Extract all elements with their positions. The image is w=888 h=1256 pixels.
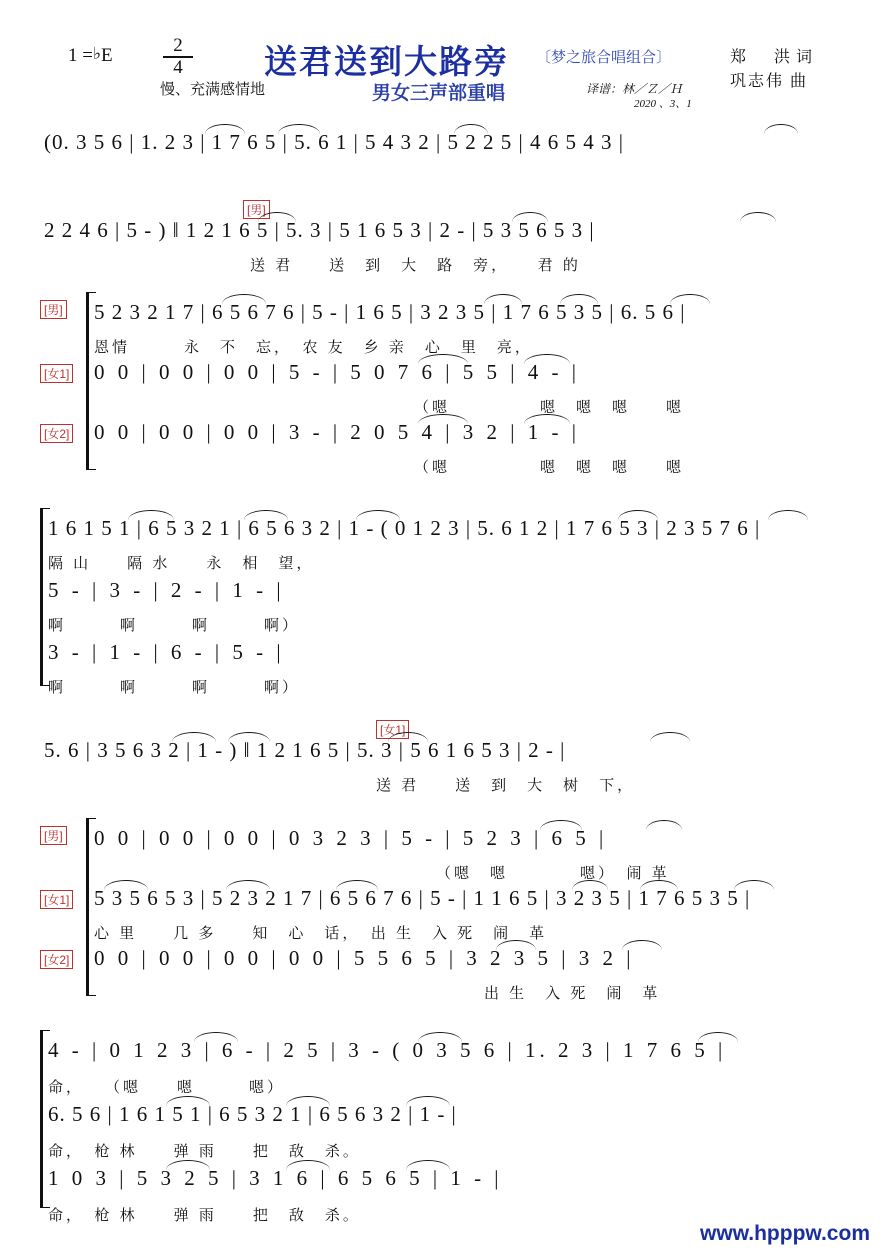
lyrics: 出 生 入 死 闹 革 xyxy=(484,985,661,1002)
meter-numerator: 2 xyxy=(163,36,193,58)
lyrics: 命， 枪 林 弹 雨 把 敌 杀。 xyxy=(48,1207,361,1224)
slur-icon xyxy=(244,510,288,520)
slur-icon xyxy=(646,820,682,830)
slur-icon xyxy=(356,510,400,520)
brace-tick xyxy=(86,818,96,819)
notes: 2 2 4 6 | 5 - ) ‖ 1 2 1 6 5 | 5. 3 | 5 1 6 5 3 | 2 - | 5 3 5 6 5 3 | xyxy=(44,218,595,242)
system-4 xyxy=(0,720,888,800)
slur-icon xyxy=(194,1032,238,1042)
system-brace xyxy=(86,292,89,470)
brace-tick xyxy=(40,508,50,509)
slur-icon xyxy=(228,732,270,742)
slur-icon xyxy=(258,212,296,222)
slur-icon xyxy=(540,820,582,830)
lyrics: 送 君 送 到 大 树 下， xyxy=(376,777,636,794)
slur-icon xyxy=(226,880,270,890)
key-note: E xyxy=(101,45,113,66)
slur-icon xyxy=(764,124,798,134)
composer-credit: 巩志伟 曲 xyxy=(730,73,809,90)
system-brace xyxy=(40,1030,43,1208)
slur-icon xyxy=(560,294,598,304)
slur-icon xyxy=(406,1096,450,1106)
score-header xyxy=(0,0,888,118)
slur-icon xyxy=(740,212,776,222)
lyrics: 隔 山 隔 水 永 相 望， xyxy=(48,555,315,572)
notes: 0 0 | 0 0 | 0 0 | 0 3 2 3 | 5 - | 5 2 3 | 6 5 | xyxy=(94,826,608,850)
slur-icon xyxy=(618,510,658,520)
lyrics: （嗯 嗯 嗯 嗯 嗯 xyxy=(414,459,685,476)
notes: 0 0 | 0 0 | 0 0 | 5 - | 5 0 7 6 | 5 5 | 4 - | xyxy=(94,360,580,384)
notes: 5 - | 3 - | 2 - | 1 - | xyxy=(48,578,285,602)
slur-icon xyxy=(104,880,148,890)
notes: (0. 3 5 6 | 1. 2 3 | 1 7 6 5 | 5. 6 1 | 5 4 3 2 | 5 2 2 5 | 4 6 5 4 3 | xyxy=(44,130,624,154)
lyrics: 心 里 几 多 知 心 话， 出 生 入 死 闹 革 xyxy=(94,925,548,942)
subtitle: 男女三声部重唱 xyxy=(372,83,506,104)
system-2 xyxy=(0,292,888,482)
arranger-credit: 译谱：林／Ｚ／Ｈ xyxy=(586,82,683,96)
lyricist-credit: 郑 洪词 xyxy=(730,49,819,66)
slur-icon xyxy=(286,1160,330,1170)
voice-tag-male: [男] xyxy=(40,826,67,845)
slur-icon xyxy=(698,1032,738,1042)
slur-icon xyxy=(128,510,174,520)
voice-tag-female1: [女1] xyxy=(40,364,73,383)
brace-tick xyxy=(86,995,96,996)
lyrics: 送 君 送 到 大 路 旁， 君 的 xyxy=(250,257,581,274)
lyrics: 恩情 永 不 忘， 农 友 乡 亲 心 里 亮， xyxy=(94,339,533,356)
meter-denominator: 4 xyxy=(173,56,183,78)
slur-icon xyxy=(388,732,428,742)
brace-tick xyxy=(86,292,96,293)
notes: 5 3 5 6 5 3 | 5 2 3 2 1 7 | 6 5 6 7 6 | 5 - | 1 1 6 5 | 3 2 3 5 | 1 7 6 5 3 5 | xyxy=(94,886,751,910)
system-brace xyxy=(40,508,43,686)
voice-tag-female1: [女1] xyxy=(40,890,73,909)
voice-tag-female2: [女2] xyxy=(40,950,73,969)
system-6 xyxy=(0,1030,888,1224)
system-brace xyxy=(86,818,89,996)
date-text: 2020 、3、1 xyxy=(634,98,692,110)
notes: 4 - | 0 1 2 3 | 6 - | 2 5 | 3 - ( 0 3 5 6 | 1. 2 3 | 1 7 6 5 | xyxy=(48,1038,727,1062)
notes: 5. 6 | 3 5 6 3 2 | 1 - ) ‖ 1 2 1 6 5 | 5. 3 | 5 6 1 6 5 3 | 2 - | xyxy=(44,738,566,762)
slur-icon xyxy=(454,124,488,134)
slur-icon xyxy=(172,732,216,742)
notes: 1 0 3 | 5 3 2 5 | 3 1 6 | 6 5 6 5 | 1 - | xyxy=(48,1166,503,1190)
notes: 3 - | 1 - | 6 - | 5 - | xyxy=(48,640,285,664)
performing-group: 〔梦之旅合唱组合〕 xyxy=(536,49,672,66)
brace-tick xyxy=(40,1030,50,1031)
slur-icon xyxy=(286,1096,330,1106)
slur-icon xyxy=(512,212,548,222)
slur-icon xyxy=(166,1160,210,1170)
slur-icon xyxy=(650,732,690,742)
slur-icon xyxy=(622,940,662,950)
slur-icon xyxy=(640,880,678,890)
key-flat: ♭ xyxy=(92,44,101,63)
page-title: 送君送到大路旁 xyxy=(264,43,509,80)
slur-icon xyxy=(166,1096,210,1106)
system-5 xyxy=(0,818,888,1008)
brace-tick xyxy=(86,469,96,470)
voice-tag-male: [男] xyxy=(40,300,67,319)
lyrics: （嗯 嗯 嗯 嗯 嗯 xyxy=(414,399,685,416)
voice-tag-male: [男] xyxy=(243,200,270,219)
slur-icon xyxy=(524,354,570,364)
slur-icon xyxy=(670,294,710,304)
lyrics: 啊 啊 啊 啊） xyxy=(48,617,301,634)
notes: 1 6 1 5 1 | 6 5 3 2 1 | 6 5 6 3 2 | 1 - ( 0 1 2 3 | 5. 6 1 2 | 1 7 6 5 3 | 2 3 5 7 6 | xyxy=(48,516,761,540)
voice-tag-female1: [女1] xyxy=(376,720,409,739)
slur-icon xyxy=(406,1160,450,1170)
notes: 0 0 | 0 0 | 0 0 | 3 - | 2 0 5 4 | 3 2 | 1 - | xyxy=(94,420,580,444)
slur-icon xyxy=(205,124,245,134)
slur-icon xyxy=(418,1032,462,1042)
time-signature xyxy=(163,36,193,78)
slur-icon xyxy=(278,124,320,134)
key-signature xyxy=(68,44,113,67)
system-3 xyxy=(0,508,888,698)
voice-tag-female2: [女2] xyxy=(40,424,73,443)
slur-icon xyxy=(484,294,522,304)
tempo-marking: 慢、充满感情地 xyxy=(160,81,266,98)
notes: 6. 5 6 | 1 6 1 5 1 | 6 5 3 2 1 | 6 5 6 3 2 | 1 - | xyxy=(48,1102,457,1126)
watermark: www.hpppw.com xyxy=(700,1222,870,1245)
notes: 0 0 | 0 0 | 0 0 | 0 0 | 5 5 6 5 | 3 2 3 5 | 3 2 | xyxy=(94,946,635,970)
lyrics: 啊 啊 啊 啊） xyxy=(48,679,301,696)
slur-icon xyxy=(222,294,266,304)
system-1-line-2 xyxy=(0,203,888,278)
slur-icon xyxy=(336,880,378,890)
key-label: 1 = xyxy=(68,45,93,66)
lyrics: （嗯 嗯 嗯） 闹 革 xyxy=(436,865,670,882)
system-1-line-1 xyxy=(0,122,888,170)
slur-icon xyxy=(734,880,774,890)
lyrics: 命， 枪 林 弹 雨 把 敌 杀。 xyxy=(48,1143,361,1160)
notes: 5 2 3 2 1 7 | 6 5 6 7 6 | 5 - | 1 6 5 | 3 2 3 5 | 1 7 6 5 3 5 | 6. 5 6 | xyxy=(94,300,686,324)
slur-icon xyxy=(768,510,808,520)
lyrics: 命， （嗯 嗯 嗯） xyxy=(48,1079,286,1096)
